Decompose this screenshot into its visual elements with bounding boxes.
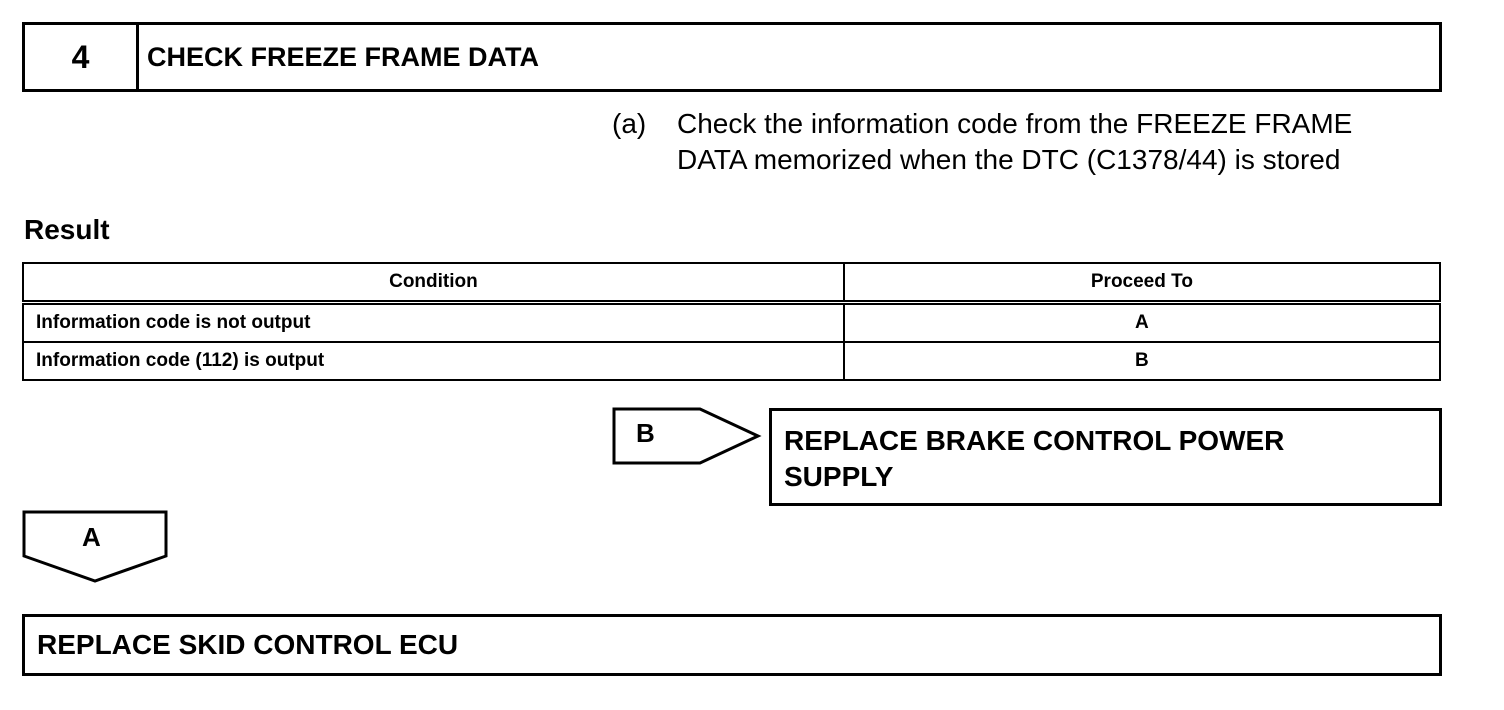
proceed-cell: A xyxy=(844,303,1440,343)
table-row xyxy=(23,303,1440,343)
instruction-text xyxy=(677,106,1437,178)
header-proceed-to: Proceed To xyxy=(844,263,1440,303)
instruction-line-2: DATA memorized when the DTC (C1378/44) is stored xyxy=(677,144,1341,175)
table-header-row xyxy=(23,263,1440,303)
instruction-line-1: Check the information code from the FREEZE FRAME xyxy=(677,108,1353,139)
replace-skid-control-ecu-box xyxy=(22,614,1442,676)
step-title: CHECK FREEZE FRAME DATA xyxy=(147,41,539,72)
branch-b-label: B xyxy=(636,418,655,448)
table-row xyxy=(23,342,1440,380)
branch-a-label: A xyxy=(82,522,101,552)
header-condition: Condition xyxy=(23,263,844,303)
step-number: 4 xyxy=(25,25,139,89)
replace-brake-control-power-supply-box xyxy=(769,408,1442,506)
result-table xyxy=(22,262,1441,381)
result-label: Result xyxy=(24,214,110,245)
step-header xyxy=(22,22,1442,92)
branch-b-action-line-2: SUPPLY xyxy=(784,461,894,492)
instruction-letter: (a) xyxy=(612,108,647,139)
branch-a-action: REPLACE SKID CONTROL ECU xyxy=(37,629,459,660)
condition-cell: Information code is not output xyxy=(23,303,844,343)
right-arrow-icon xyxy=(612,407,762,465)
branch-b-action-line-1: REPLACE BRAKE CONTROL POWER xyxy=(784,425,1285,456)
proceed-cell: B xyxy=(844,342,1440,380)
condition-cell: Information code (112) is output xyxy=(23,342,844,380)
